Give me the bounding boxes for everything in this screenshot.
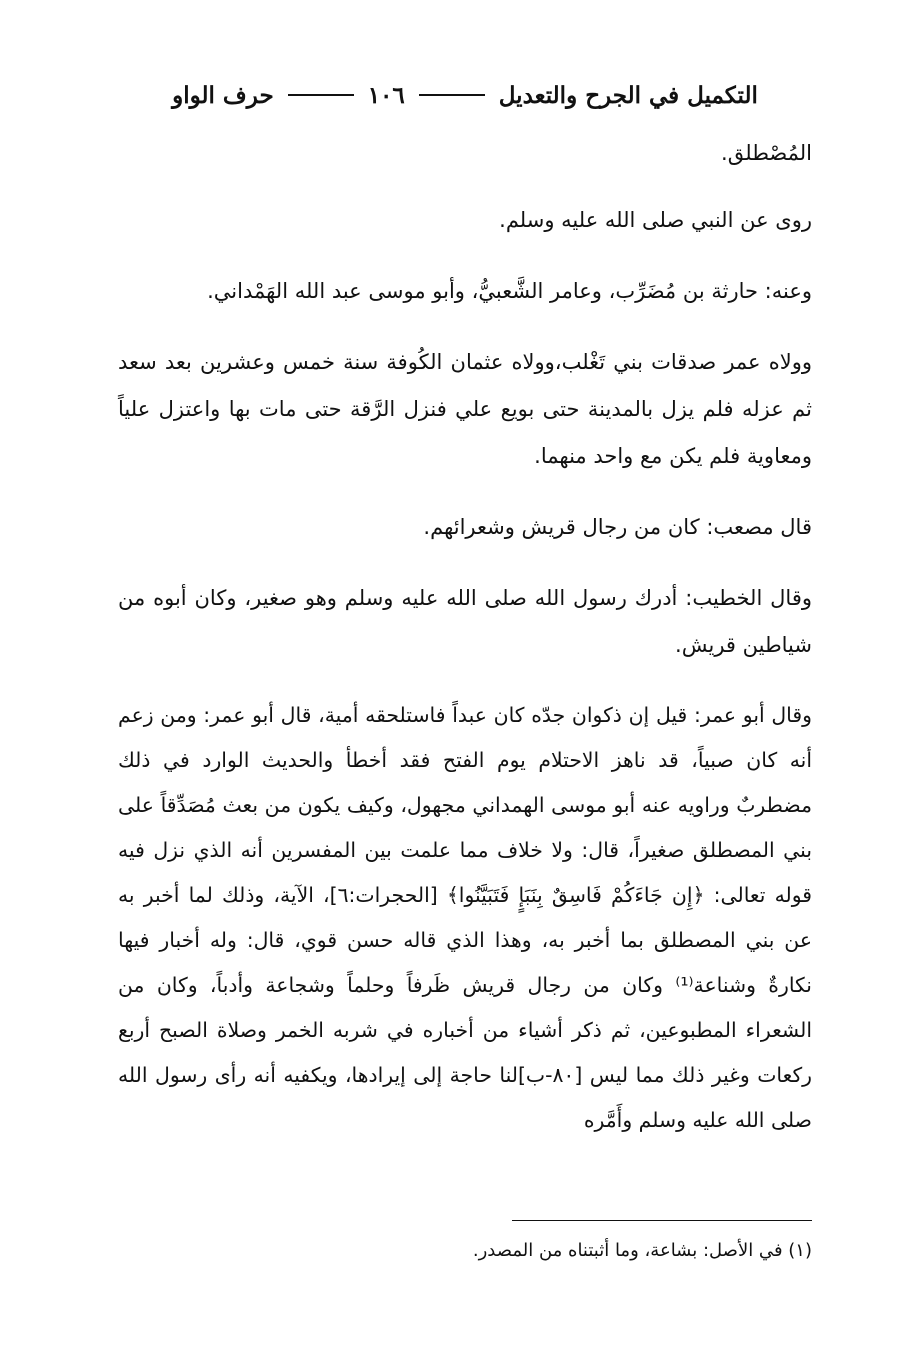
paragraph: وولاه عمر صدقات بني تَغْلب،وولاه عثمان الكُوفة سنة خمس وعشرين بعد سعد ثم عزله فلم يزل بالمدينة حتى بويع علي فنزل الرَّقة حتى مات بها واعتزل علياً ومعاوية فلم يكن مع واحد منهما.: [118, 350, 812, 468]
paragraph: وعنه: حارثة بن مُضَرِّب، وعامر الشَّعبيُّ، وأبو موسى عبد الله الهَمْداني.: [207, 279, 812, 303]
paragraph: قال مصعب: كان من رجال قريش وشعرائهم.: [423, 515, 812, 539]
header-book-title: التكميل في الجرح والتعديل: [498, 81, 758, 109]
header-page-number: ١٠٦: [367, 81, 405, 109]
body-text: [118, 130, 812, 1143]
paragraph: روى عن النبي صلى الله عليه وسلم.: [499, 208, 812, 232]
paragraph: وقال الخطيب: أدرك رسول الله صلى الله عليه وسلم وهو صغير، وكان أبوه من شياطين قريش.: [118, 586, 812, 657]
paragraph: المُصْطلق.: [721, 141, 812, 165]
paragraph: وقال أبو عمر: قيل إن ذكوان جدّه كان عبداً فاستلحقه أمية، قال أبو عمر: ومن زعم أنه كان صبياً، قد ناهز الاحتلام يوم الفتح فقد أخطأ والحديث الوارد في ذلك مضطربٌ وراويه عنه أبو موسى الهمداني مجهول، وكيف يكون من بعث مُصَدِّقاً على بني المصطلق صغيراً، قال: ولا خلاف مما علمت بين المفسرين أنه الذي نزل فيه قوله تعالى: ﴿إِن جَاءَكُمْ فَاسِقٌ بِنَبَإٍ فَتَبَيَّنُوا﴾ [الحجرات:٦]، الآية، وذلك لما أخبر به عن بني المصطلق بما أخبر به، وهذا الذي قاله حسن قوي، قال: وله أخبار فيها نكارةٌ وشناعة⁽¹⁾ وكان من رجال قريش ظَرفاً وحلماً وشجاعة وأدباً، وكان من الشعراء المطبوعين، ثم ذكر أشياء من أخباره في شربه الخمر وصلاة الصبح أربع ركعات وغير ذلك مما ليس [٨٠-ب]لنا حاجة إلى إيرادها، ويكفيه أنه رأى رسول الله صلى الله عليه وسلم وأَمَّره: [118, 703, 812, 1132]
header-dash-divider: [288, 94, 354, 96]
header-dash-divider: [419, 94, 485, 96]
footnote-divider: [512, 1220, 812, 1221]
running-header: [118, 72, 812, 118]
header-section-title: حرف الواو: [172, 81, 274, 109]
footnote: (١) في الأصل: بشاعة، وما أثبتناه من المصدر.: [472, 1240, 812, 1261]
